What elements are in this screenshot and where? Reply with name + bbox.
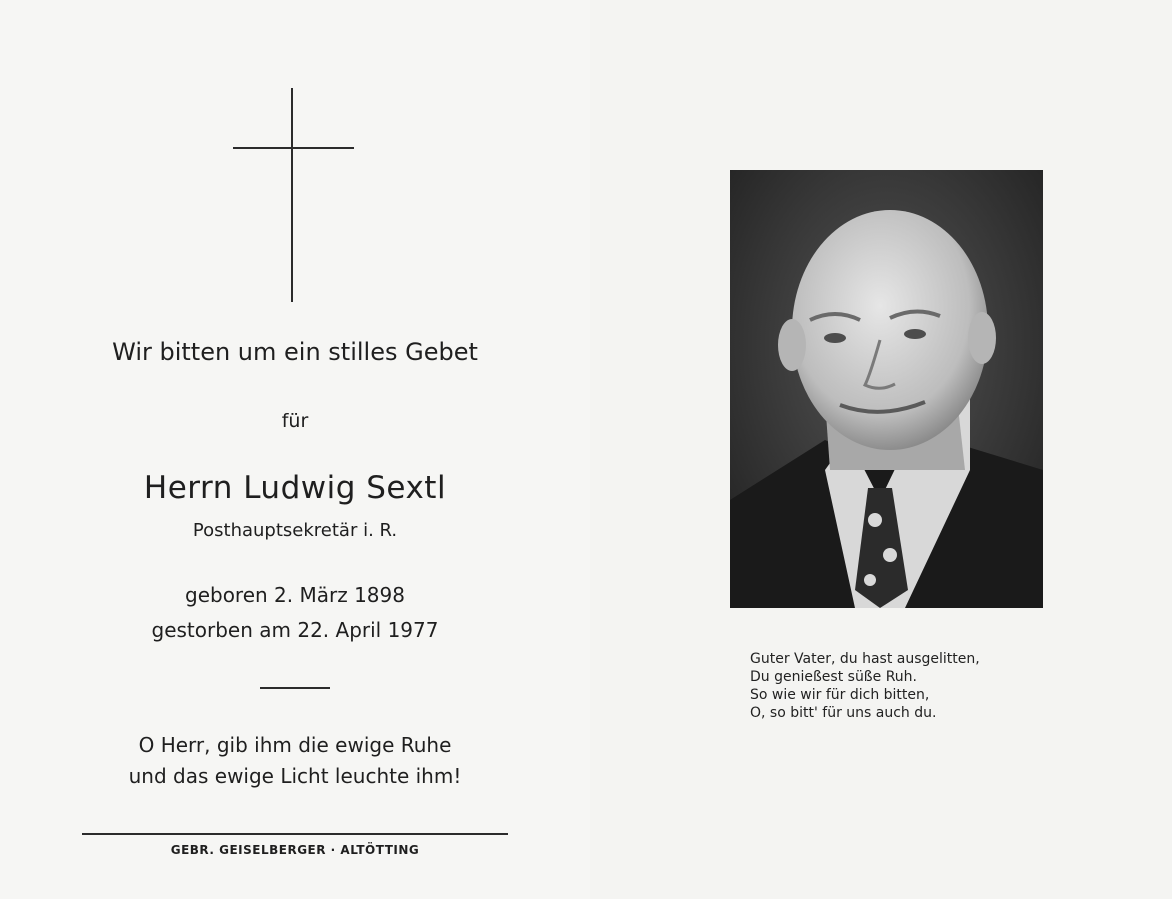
deceased-title: Posthauptsekretär i. R.: [192, 520, 398, 541]
cross-horizontal-bar: [233, 147, 354, 149]
poem-line: Guter Vater, du hast ausgelitten,: [750, 651, 980, 667]
portrait-photo: [730, 170, 1043, 608]
deceased-name: Herrn Ludwig Sextl: [143, 470, 447, 506]
divider-short: [260, 687, 330, 689]
divider-long: [82, 833, 508, 835]
printer-imprint: GEBR. GEISELBERGER · ALTÖTTING: [170, 843, 420, 857]
blessing-line-1: O Herr, gib ihm die ewige Ruhe: [138, 733, 452, 757]
death-date: gestorben am 22. April 1977: [151, 618, 439, 642]
poem-line: Du genießest süße Ruh.: [750, 669, 917, 685]
for-text: für: [281, 410, 309, 432]
prayer-request: Wir bitten um ein stilles Gebet: [112, 338, 478, 366]
blessing-line-2: und das ewige Licht leuchte ihm!: [128, 764, 462, 788]
poem: [750, 650, 980, 722]
portrait-illustration: [730, 170, 1043, 608]
cross-vertical-bar: [291, 88, 293, 302]
poem-line: O, so bitt' für uns auch du.: [750, 705, 937, 721]
poem-line: So wie wir für dich bitten,: [750, 687, 930, 703]
birth-date: geboren 2. März 1898: [185, 583, 405, 607]
